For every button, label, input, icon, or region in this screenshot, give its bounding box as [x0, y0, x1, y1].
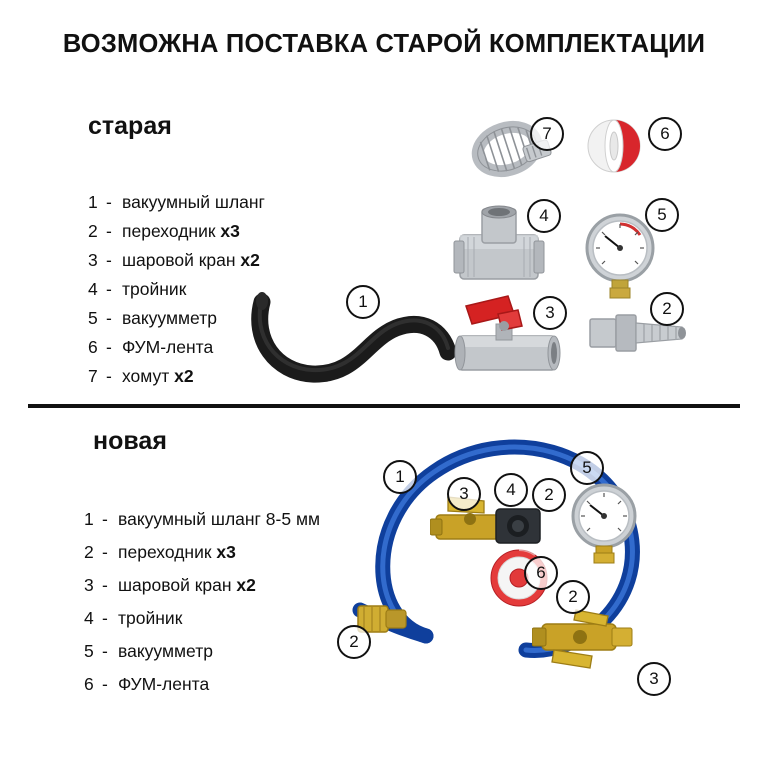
callout-new-6: 6	[524, 556, 558, 590]
legend-label: тройник	[118, 608, 183, 628]
callout-old-3: 3	[533, 296, 567, 330]
legend-dash: -	[106, 221, 112, 241]
list-item	[84, 637, 320, 670]
legend-dash: -	[102, 509, 108, 529]
vacuum-gauge-new-image	[566, 482, 642, 564]
legend-number: 3	[84, 575, 94, 595]
legend-label: вакуумметр	[122, 308, 217, 328]
callout-new-4: 4	[494, 473, 528, 507]
callout-new-2-top: 2	[532, 478, 566, 512]
legend-label: ФУМ-лента	[118, 674, 210, 694]
list-item	[84, 538, 320, 571]
callout-new-3-top: 3	[447, 477, 481, 511]
legend-number: 6	[88, 337, 98, 357]
legend-label: вакуумный шланг	[122, 192, 265, 212]
callout-old-2: 2	[650, 292, 684, 326]
legend-dash: -	[106, 279, 112, 299]
callout-new-1: 1	[383, 460, 417, 494]
legend-label: тройник	[122, 279, 187, 299]
legend-new	[84, 505, 320, 703]
callout-old-5: 5	[645, 198, 679, 232]
legend-number: 1	[88, 192, 98, 212]
callout-old-4: 4	[527, 199, 561, 233]
legend-number: 5	[84, 641, 94, 661]
legend-label: переходник x3	[118, 542, 236, 562]
legend-label: хомут x2	[122, 366, 194, 386]
legend-label: ФУМ-лента	[122, 337, 214, 357]
list-item	[84, 571, 320, 604]
legend-old	[88, 188, 265, 391]
list-item	[88, 188, 265, 217]
legend-label: вакуумный шланг 8-5 мм	[118, 509, 321, 529]
legend-number: 3	[88, 250, 98, 270]
legend-number: 4	[88, 279, 98, 299]
legend-dash: -	[106, 366, 112, 386]
section-label-new: новая	[93, 427, 167, 455]
legend-dash: -	[102, 674, 108, 694]
legend-dash: -	[102, 608, 108, 628]
callout-old-7: 7	[530, 117, 564, 151]
legend-number: 1	[84, 509, 94, 529]
legend-number: 7	[88, 366, 98, 386]
legend-number: 5	[88, 308, 98, 328]
list-item	[88, 275, 265, 304]
callout-new-3-bottom: 3	[637, 662, 671, 696]
legend-number: 4	[84, 608, 94, 628]
list-item	[84, 670, 320, 703]
legend-dash: -	[106, 337, 112, 357]
legend-number: 6	[84, 674, 94, 694]
legend-label: шаровой кран x2	[118, 575, 256, 595]
list-item	[84, 604, 320, 637]
legend-number: 2	[88, 221, 98, 241]
list-item	[88, 217, 265, 246]
list-item	[88, 333, 265, 362]
section-label-old: старая	[88, 112, 172, 140]
legend-dash: -	[102, 641, 108, 661]
legend-dash: -	[102, 542, 108, 562]
legend-label: вакуумметр	[118, 641, 213, 661]
section-divider	[28, 404, 740, 408]
list-item	[88, 246, 265, 275]
callout-new-5: 5	[570, 451, 604, 485]
legend-dash: -	[106, 308, 112, 328]
ball-valve-new-bottom-image	[532, 604, 642, 674]
vacuum-hose-old-image	[246, 244, 456, 389]
legend-dash: -	[106, 192, 112, 212]
callout-old-1: 1	[346, 285, 380, 319]
legend-label: переходник x3	[122, 221, 240, 241]
callout-new-2-left: 2	[337, 625, 371, 659]
page-title: ВОЗМОЖНА ПОСТАВКА СТАРОЙ КОМПЛЕКТАЦИИ	[62, 30, 706, 58]
callout-old-6: 6	[648, 117, 682, 151]
legend-dash: -	[102, 575, 108, 595]
legend-label: шаровой кран x2	[122, 250, 260, 270]
callout-new-2-mid: 2	[556, 580, 590, 614]
list-item	[88, 362, 265, 391]
list-item	[84, 505, 320, 538]
legend-dash: -	[106, 250, 112, 270]
list-item	[88, 304, 265, 333]
fum-tape-old-image	[578, 112, 650, 184]
legend-number: 2	[84, 542, 94, 562]
